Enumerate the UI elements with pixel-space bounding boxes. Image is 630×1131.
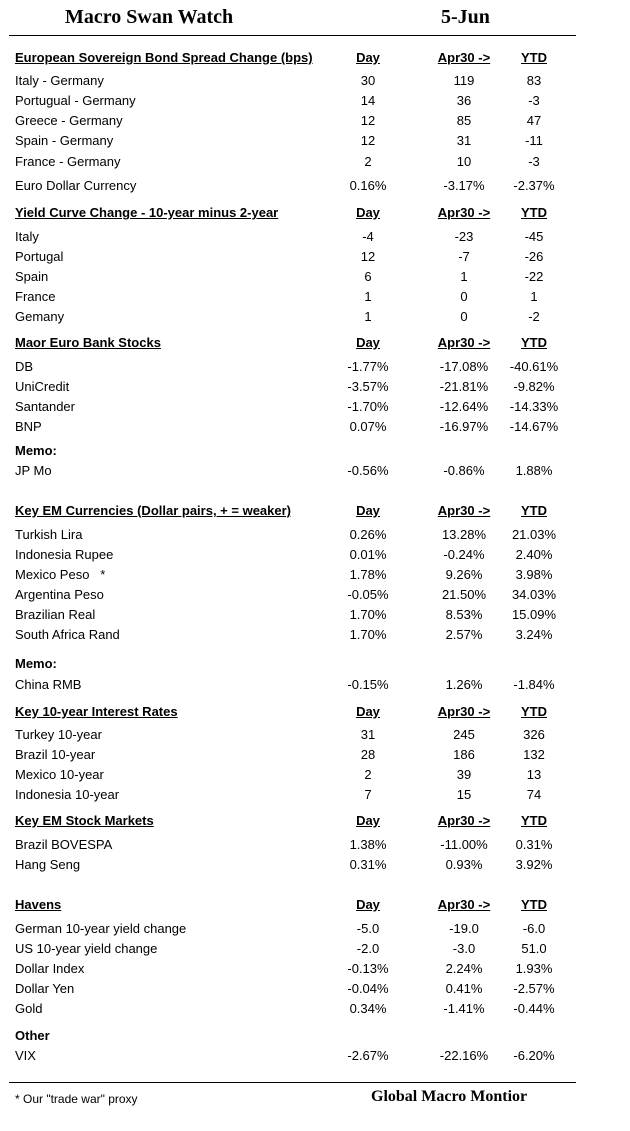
row-label: Santander bbox=[15, 399, 75, 414]
apr30-value: -0.24% bbox=[443, 547, 485, 562]
table-row bbox=[0, 855, 630, 875]
apr30-value: 1 bbox=[460, 269, 468, 284]
row-label: German 10-year yield change bbox=[15, 921, 187, 936]
section-title: Havens bbox=[15, 897, 62, 912]
section-header bbox=[0, 702, 630, 722]
section-header bbox=[0, 895, 630, 915]
apr30-value: 31 bbox=[456, 133, 472, 148]
apr30-value: 2.57% bbox=[445, 627, 483, 642]
apr30-value: -22.16% bbox=[439, 1048, 489, 1063]
day-value: -5.0 bbox=[356, 921, 380, 936]
col-ytd-header: YTD bbox=[521, 813, 547, 828]
section-title: European Sovereign Bond Spread Change (bps) bbox=[15, 50, 313, 65]
day-value: -0.56% bbox=[347, 463, 389, 478]
apr30-value: -11.00% bbox=[440, 837, 488, 852]
ytd-value: 3.98% bbox=[515, 567, 553, 582]
col-ytd-header: YTD bbox=[521, 335, 547, 350]
table-row bbox=[0, 675, 630, 695]
row-label: Spain - Germany bbox=[15, 133, 114, 148]
table-row bbox=[0, 625, 630, 645]
section-header bbox=[0, 333, 630, 353]
col-ytd-header: YTD bbox=[521, 205, 547, 220]
col-apr30-header: Apr30 -> bbox=[437, 704, 491, 719]
table-row bbox=[0, 765, 630, 785]
ytd-value: -45 bbox=[524, 229, 544, 244]
report-date: 5-Jun bbox=[441, 6, 490, 28]
row-label: Mexico 10-year bbox=[15, 767, 104, 782]
ytd-value: -14.33% bbox=[509, 399, 559, 414]
row-label: China RMB bbox=[15, 677, 82, 692]
row-label: Dollar Yen bbox=[15, 981, 75, 996]
row-label: Turkey 10-year bbox=[15, 727, 102, 742]
apr30-value: 8.53% bbox=[445, 607, 483, 622]
day-value: -0.04% bbox=[347, 981, 389, 996]
table-row bbox=[0, 919, 630, 939]
day-value: 0.07% bbox=[349, 419, 387, 434]
memo-label: Memo: bbox=[15, 656, 57, 671]
day-value: 2 bbox=[364, 154, 372, 169]
col-ytd-header: YTD bbox=[521, 503, 547, 518]
day-value: -0.15% bbox=[347, 677, 389, 692]
memo-label-row bbox=[0, 441, 630, 461]
top-rule bbox=[9, 35, 576, 36]
row-label: Dollar Index bbox=[15, 961, 85, 976]
ytd-value: -2.57% bbox=[513, 981, 555, 996]
row-label: UniCredit bbox=[15, 379, 70, 394]
ytd-value: 326 bbox=[523, 727, 545, 742]
day-value: 0.01% bbox=[349, 547, 387, 562]
ytd-value: -6.20% bbox=[513, 1048, 555, 1063]
table-row bbox=[0, 377, 630, 397]
section-header bbox=[0, 48, 630, 68]
day-value: 0.31% bbox=[349, 857, 387, 872]
ytd-value: 21.03% bbox=[511, 527, 557, 542]
row-label: Turkish Lira bbox=[15, 527, 83, 542]
table-row bbox=[0, 1046, 630, 1066]
row-label: Brazilian Real bbox=[15, 607, 96, 622]
col-ytd-header: YTD bbox=[521, 897, 547, 912]
col-apr30-header: Apr30 -> bbox=[437, 205, 491, 220]
table-row bbox=[0, 287, 630, 307]
apr30-value: -0.86% bbox=[443, 463, 485, 478]
col-ytd-header: YTD bbox=[521, 50, 547, 65]
row-label: DB bbox=[15, 359, 34, 374]
ytd-value: 83 bbox=[526, 73, 542, 88]
row-label: BNP bbox=[15, 419, 42, 434]
table-row bbox=[0, 247, 630, 267]
section-title: Other bbox=[15, 1028, 50, 1043]
apr30-value: 15 bbox=[456, 787, 472, 802]
row-label: Gemany bbox=[15, 309, 65, 324]
apr30-value: 13.28% bbox=[441, 527, 487, 542]
row-label: Brazil BOVESPA bbox=[15, 837, 113, 852]
table-row bbox=[0, 357, 630, 377]
day-value: 1 bbox=[364, 309, 372, 324]
section-title: Maor Euro Bank Stocks bbox=[15, 335, 161, 350]
apr30-value: -23 bbox=[454, 229, 474, 244]
row-label: Mexico Peso * bbox=[15, 567, 106, 582]
table-row bbox=[0, 417, 630, 437]
table-row bbox=[0, 227, 630, 247]
apr30-value: -12.64% bbox=[439, 399, 489, 414]
row-label: France bbox=[15, 289, 56, 304]
section-header bbox=[0, 501, 630, 521]
page-title: Macro Swan Watch bbox=[65, 6, 234, 28]
day-value: 14 bbox=[360, 93, 376, 108]
apr30-value: -21.81% bbox=[439, 379, 489, 394]
apr30-value: 1.26% bbox=[445, 677, 483, 692]
row-label: Italy bbox=[15, 229, 39, 244]
ytd-value: -9.82% bbox=[513, 379, 555, 394]
apr30-value: 2.24% bbox=[445, 961, 483, 976]
row-label: Greece - Germany bbox=[15, 113, 123, 128]
day-value: -4 bbox=[362, 229, 374, 244]
ytd-value: -2.37% bbox=[513, 178, 555, 193]
day-value: 1 bbox=[364, 289, 372, 304]
ytd-value: 74 bbox=[526, 787, 542, 802]
day-value: 12 bbox=[360, 113, 376, 128]
section-header bbox=[0, 811, 630, 831]
apr30-value: 0 bbox=[460, 309, 468, 324]
ytd-value: -22 bbox=[524, 269, 544, 284]
row-label: US 10-year yield change bbox=[15, 941, 158, 956]
apr30-value: -19.0 bbox=[449, 921, 479, 936]
apr30-value: -3.0 bbox=[452, 941, 476, 956]
table-row bbox=[0, 461, 630, 481]
row-label: Indonesia Rupee bbox=[15, 547, 114, 562]
bottom-rule bbox=[9, 1082, 576, 1083]
apr30-value: 0 bbox=[460, 289, 468, 304]
apr30-value: 0.93% bbox=[445, 857, 483, 872]
section-header bbox=[0, 1026, 630, 1046]
col-day-header: Day bbox=[356, 205, 380, 220]
row-label: Indonesia 10-year bbox=[15, 787, 120, 802]
table-row bbox=[0, 71, 630, 91]
section-title: Key EM Currencies (Dollar pairs, + = weaker) bbox=[15, 503, 292, 518]
table-row bbox=[0, 959, 630, 979]
apr30-value: -3.17% bbox=[443, 178, 485, 193]
table-row bbox=[0, 397, 630, 417]
table-row bbox=[0, 565, 630, 585]
apr30-value: 36 bbox=[456, 93, 472, 108]
day-value: 12 bbox=[360, 133, 376, 148]
footer-title: Global Macro Montior bbox=[371, 1088, 528, 1105]
row-label: Argentina Peso bbox=[15, 587, 104, 602]
ytd-value: 34.03% bbox=[511, 587, 557, 602]
row-label: South Africa Rand bbox=[15, 627, 120, 642]
col-day-header: Day bbox=[356, 813, 380, 828]
table-row bbox=[0, 91, 630, 111]
ytd-value: -1.84% bbox=[513, 677, 555, 692]
row-label: Euro Dollar Currency bbox=[15, 178, 137, 193]
apr30-value: 39 bbox=[456, 767, 472, 782]
day-value: 31 bbox=[360, 727, 376, 742]
day-value: -2.0 bbox=[356, 941, 380, 956]
ytd-value: 1 bbox=[530, 289, 538, 304]
col-day-header: Day bbox=[356, 503, 380, 518]
ytd-value: 3.92% bbox=[515, 857, 553, 872]
table-row bbox=[0, 979, 630, 999]
day-value: 0.34% bbox=[349, 1001, 387, 1016]
row-label: France - Germany bbox=[15, 154, 121, 169]
day-value: 28 bbox=[360, 747, 376, 762]
row-label: Brazil 10-year bbox=[15, 747, 96, 762]
day-value: 12 bbox=[360, 249, 376, 264]
day-value: -3.57% bbox=[347, 379, 389, 394]
apr30-value: 21.50% bbox=[441, 587, 487, 602]
day-value: -1.70% bbox=[347, 399, 389, 414]
ytd-value: -2 bbox=[528, 309, 540, 324]
ytd-value: 1.88% bbox=[515, 463, 553, 478]
ytd-value: -3 bbox=[528, 93, 540, 108]
table-row bbox=[0, 745, 630, 765]
table-row bbox=[0, 725, 630, 745]
ytd-value: 132 bbox=[523, 747, 545, 762]
ytd-value: -26 bbox=[524, 249, 544, 264]
day-value: 7 bbox=[364, 787, 372, 802]
table-row bbox=[0, 835, 630, 855]
ytd-value: -11 bbox=[525, 133, 543, 148]
table-row bbox=[0, 585, 630, 605]
ytd-value: -3 bbox=[528, 154, 540, 169]
table-row bbox=[0, 267, 630, 287]
table-row bbox=[0, 176, 630, 196]
table-row bbox=[0, 545, 630, 565]
apr30-value: -1.41% bbox=[443, 1001, 485, 1016]
ytd-value: 3.24% bbox=[515, 627, 553, 642]
section-title: Key EM Stock Markets bbox=[15, 813, 154, 828]
table-row bbox=[0, 785, 630, 805]
col-day-header: Day bbox=[356, 335, 380, 350]
section-title: Key 10-year Interest Rates bbox=[15, 704, 178, 719]
table-row bbox=[0, 525, 630, 545]
ytd-value: -14.67% bbox=[509, 419, 559, 434]
row-label: Portugal bbox=[15, 249, 64, 264]
ytd-value: 0.31% bbox=[515, 837, 553, 852]
col-ytd-header: YTD bbox=[521, 704, 547, 719]
apr30-value: 0.41% bbox=[445, 981, 483, 996]
col-apr30-header: Apr30 -> bbox=[437, 503, 491, 518]
row-label: Gold bbox=[15, 1001, 43, 1016]
day-value: 1.38% bbox=[349, 837, 387, 852]
apr30-value: 245 bbox=[453, 727, 475, 742]
day-value: 1.70% bbox=[349, 607, 387, 622]
day-value: 0.26% bbox=[349, 527, 387, 542]
row-label: Portugual - Germany bbox=[15, 93, 136, 108]
memo-label-row bbox=[0, 654, 630, 674]
ytd-value: 13 bbox=[526, 767, 542, 782]
memo-label: Memo: bbox=[15, 443, 57, 458]
col-day-header: Day bbox=[356, 50, 380, 65]
ytd-value: 51.0 bbox=[521, 941, 547, 956]
apr30-value: 186 bbox=[453, 747, 475, 762]
ytd-value: -40.61% bbox=[509, 359, 559, 374]
day-value: -2.67% bbox=[347, 1048, 389, 1063]
apr30-value: -16.97% bbox=[439, 419, 489, 434]
table-row bbox=[0, 131, 630, 151]
row-label: Hang Seng bbox=[15, 857, 81, 872]
day-value: -0.13% bbox=[347, 961, 389, 976]
day-value: 1.70% bbox=[349, 627, 387, 642]
ytd-value: -0.44% bbox=[513, 1001, 555, 1016]
day-value: 2 bbox=[364, 767, 372, 782]
ytd-value: 1.93% bbox=[515, 961, 553, 976]
col-day-header: Day bbox=[356, 897, 380, 912]
ytd-value: 15.09% bbox=[511, 607, 557, 622]
section-title: Yield Curve Change - 10-year minus 2-year bbox=[15, 205, 279, 220]
row-label: Spain bbox=[15, 269, 49, 284]
col-apr30-header: Apr30 -> bbox=[437, 335, 491, 350]
day-value: 30 bbox=[360, 73, 376, 88]
day-value: 1.78% bbox=[349, 567, 387, 582]
apr30-value: 85 bbox=[456, 113, 472, 128]
day-value: -0.05% bbox=[347, 587, 389, 602]
day-value: -1.77% bbox=[347, 359, 389, 374]
col-day-header: Day bbox=[356, 704, 380, 719]
section-header bbox=[0, 203, 630, 223]
day-value: 0.16% bbox=[349, 178, 387, 193]
col-apr30-header: Apr30 -> bbox=[437, 897, 491, 912]
row-label: JP Mo bbox=[15, 463, 52, 478]
footnote: * Our "trade war" proxy bbox=[15, 1092, 138, 1106]
row-label: VIX bbox=[15, 1048, 36, 1063]
apr30-value: 10 bbox=[456, 154, 472, 169]
ytd-value: -6.0 bbox=[522, 921, 546, 936]
table-row bbox=[0, 111, 630, 131]
table-row bbox=[0, 152, 630, 172]
day-value: 6 bbox=[364, 269, 372, 284]
apr30-value: -17.08% bbox=[439, 359, 489, 374]
table-row bbox=[0, 605, 630, 625]
apr30-value: 9.26% bbox=[445, 567, 483, 582]
row-label: Italy - Germany bbox=[15, 73, 104, 88]
col-apr30-header: Apr30 -> bbox=[437, 813, 491, 828]
table-row bbox=[0, 939, 630, 959]
col-apr30-header: Apr30 -> bbox=[437, 50, 491, 65]
ytd-value: 47 bbox=[526, 113, 542, 128]
table-row bbox=[0, 307, 630, 327]
table-row bbox=[0, 999, 630, 1019]
apr30-value: -7 bbox=[458, 249, 470, 264]
apr30-value: 119 bbox=[453, 73, 475, 88]
ytd-value: 2.40% bbox=[515, 547, 553, 562]
